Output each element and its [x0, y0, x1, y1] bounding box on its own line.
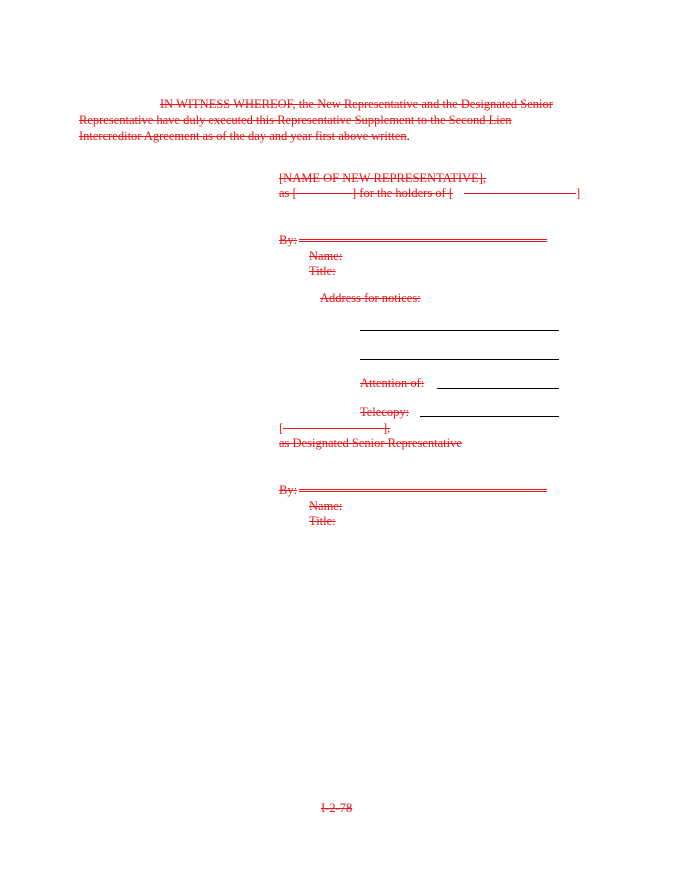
new-representative-capacity: as [: [279, 186, 297, 200]
dsr-open-bracket: [: [279, 421, 284, 435]
holders-text: ] for the holders of [: [352, 186, 454, 200]
signature-title-label: Title:: [309, 264, 336, 278]
closing-bracket: ]: [576, 186, 581, 200]
new-representative-name: [NAME OF NEW REPRESENTATIVE],: [279, 171, 487, 185]
signature-by-label: By:: [279, 233, 298, 247]
signature-name-label: Name:: [309, 249, 343, 263]
signature-2-by-label: By:: [279, 483, 298, 497]
address-label: Address for notices:: [320, 291, 421, 305]
address-line-2: [360, 359, 559, 360]
attention-label: Attention of:: [360, 376, 425, 390]
signature-line: [299, 239, 547, 242]
signature-2-line: [299, 489, 547, 492]
witness-line-2: Representative have duly executed this Representative Supplement to the Second Lien: [79, 113, 512, 127]
telecopy-line: [420, 416, 559, 417]
dsr-close-bracket: ],: [383, 421, 391, 435]
dsr-caption: as Designated Senior Representative: [279, 436, 462, 450]
signature-2-name-label: Name:: [309, 499, 343, 513]
witness-line-3: Intercreditor Agreement as of the day and year first above written: [79, 129, 407, 143]
attention-line: [437, 388, 559, 389]
telecopy-label: Telecopy:: [360, 405, 410, 419]
witness-line-1: IN WITNESS WHEREOF, the New Representative and the Designated Senior: [160, 97, 553, 111]
capacity-blank-2: [464, 193, 576, 194]
page-number: I-2-78: [321, 801, 353, 815]
address-line-1: [360, 330, 559, 331]
signature-2-title-label: Title:: [309, 514, 336, 528]
capacity-blank-1: [294, 193, 352, 194]
witness-line-3-wrap: [79, 129, 410, 143]
witness-period: .: [406, 129, 410, 143]
dsr-blank: [283, 428, 383, 429]
